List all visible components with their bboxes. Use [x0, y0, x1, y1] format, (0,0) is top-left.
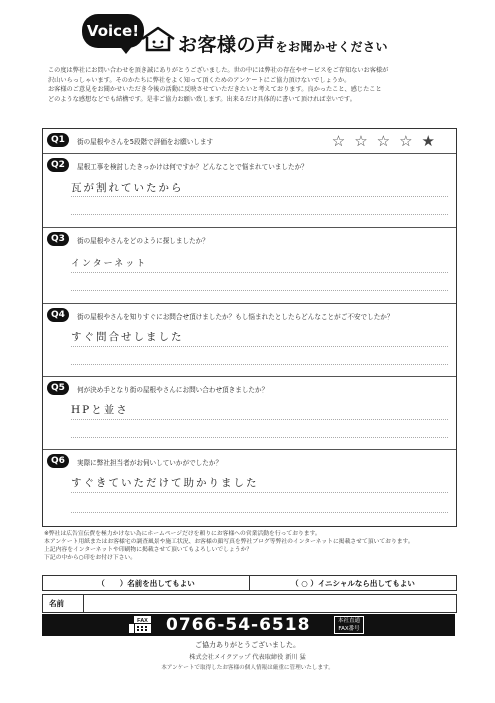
question-text: 屋根工事を検討したきっかけは何ですか？どんなことで悩まれていましたか？: [77, 163, 308, 171]
fax-icon-label: FAX: [137, 618, 148, 624]
fax-badge: [334, 616, 364, 634]
question-text: 街の屋根やさんを5段階で評価をお願いします: [77, 138, 214, 146]
star-rating[interactable]: [332, 132, 444, 150]
star-icon[interactable]: ☆: [376, 132, 400, 150]
question-answer[interactable]: すぐ問合せしました: [71, 331, 184, 343]
consent-option-name[interactable]: （ ）名前を出してもよい: [97, 578, 195, 588]
thanks-text: ご協力ありがとうございました。: [195, 641, 300, 649]
answer-line: [71, 512, 448, 513]
question-answer[interactable]: すぐきていただけて助かりました: [71, 477, 259, 489]
question-answer[interactable]: HPと並さ: [71, 404, 129, 416]
intro-line: どのような感想などでも結構です。是非ご協力お願い致します。出来るだけ具体的に書いて頂ければ幸いです。: [48, 95, 356, 103]
intro-line: この度は弊社にお問い合わせを頂き誠にありがとうございました。世の中には弊社の存在やサービスをご存知ないお客様が: [48, 67, 389, 74]
star-icon[interactable]: ☆: [354, 132, 377, 150]
voice-badge-text: Voice!: [86, 22, 140, 40]
note-line: 本アンケート用紙またはお客様宅の調査風景や施工状況、お客様の顔写真を弊社ブログ等弊社のインターネットに掲載させて頂いております。: [44, 539, 414, 545]
answer-line: [71, 346, 448, 347]
question-badge: Q4: [47, 308, 69, 322]
note-line: 上記内容をインターネットや印刷物に掲載させて頂いてもよろしいでしょうか？: [44, 547, 253, 553]
fax-badge-line: 本社直通: [338, 618, 361, 624]
page-title-suffix: をお聞かせください: [275, 40, 389, 54]
question-text: 何が決め手となり街の屋根やさんにお問い合わせ頂きましたか？: [77, 386, 269, 394]
answer-line: [71, 437, 448, 438]
consent-notes: [44, 530, 474, 562]
answer-line: [71, 290, 448, 291]
question-answer[interactable]: インターネット: [71, 259, 148, 269]
question-text: 街の屋根やさんをどのように探しましたか？: [77, 237, 209, 245]
privacy-text: 本アンケートで取得したお客様の個人情報は厳重に管理いたします。: [161, 665, 334, 671]
name-field[interactable]: [83, 595, 457, 612]
intro-text: [48, 66, 448, 104]
note-line: 下記の中から○印をお付け下さい。: [44, 555, 137, 561]
fax-bar: [42, 614, 455, 636]
question-badge: Q1: [47, 133, 69, 147]
voice-badge: [82, 14, 144, 48]
star-icon[interactable]: ☆: [399, 132, 422, 150]
question-q2: [43, 154, 456, 228]
question-badge: Q3: [47, 232, 69, 246]
star-icon[interactable]: ☆: [331, 132, 355, 150]
question-answer[interactable]: 瓦が割れていたから: [71, 182, 184, 194]
note-line: ※弊社は広告宣伝費を極力かけない為にホームページだけを頼りにお客様への営業活動を行っております。: [44, 531, 321, 537]
intro-line: 沢山いらっしゃいます。そのかたちに弊社をよく知って頂くためのアンケートにご協力頂けないでしょうか。: [48, 76, 351, 84]
intro-line: お客様のご意見をお聞かせいただき今後の活動に反映させていただきたいと考えております。良かったこと、感じたこと: [48, 86, 382, 93]
fax-badge-line: FAX番号: [338, 626, 360, 632]
question-badge: Q6: [47, 454, 69, 468]
name-label: 名前: [49, 599, 64, 608]
question-q6: [43, 450, 456, 526]
question-text: 実際に弊社担当者がお伺いしていかがでしたか？: [77, 459, 223, 467]
page-title: [178, 30, 388, 57]
name-row: [42, 594, 457, 613]
voice-badge-tail: [118, 44, 134, 54]
answer-line: [71, 272, 448, 273]
fax-number: 0766-54-6518: [166, 615, 311, 635]
page-title-main: お客様の声: [178, 34, 276, 56]
company-text: 株式会社メイクアップ 代表取締役 新川 猛: [189, 654, 306, 661]
question-q3: [43, 228, 456, 304]
answer-line: [71, 364, 448, 365]
question-text: 街の屋根やさんを知りすぐにお問合せ頂けましたか？もし悩まれたとしたらどんなことがご不安でしたか？: [77, 313, 394, 321]
fax-machine-icon: [128, 616, 152, 634]
consent-option-initial[interactable]: （ ○ ）イニシャルなら出してもよい: [249, 576, 456, 590]
star-icon-selected[interactable]: ★: [421, 132, 444, 150]
answer-line: [71, 196, 448, 197]
consent-options: [42, 575, 457, 591]
question-q5: [43, 377, 456, 450]
answer-line: [71, 419, 448, 420]
answer-line: [71, 214, 448, 215]
answer-line: [71, 492, 448, 493]
question-q1: [43, 129, 456, 154]
questionnaire: [42, 128, 457, 527]
question-badge: Q5: [47, 381, 69, 395]
house-icon: [140, 26, 176, 52]
question-q4: [43, 304, 456, 377]
question-badge: Q2: [47, 158, 69, 172]
